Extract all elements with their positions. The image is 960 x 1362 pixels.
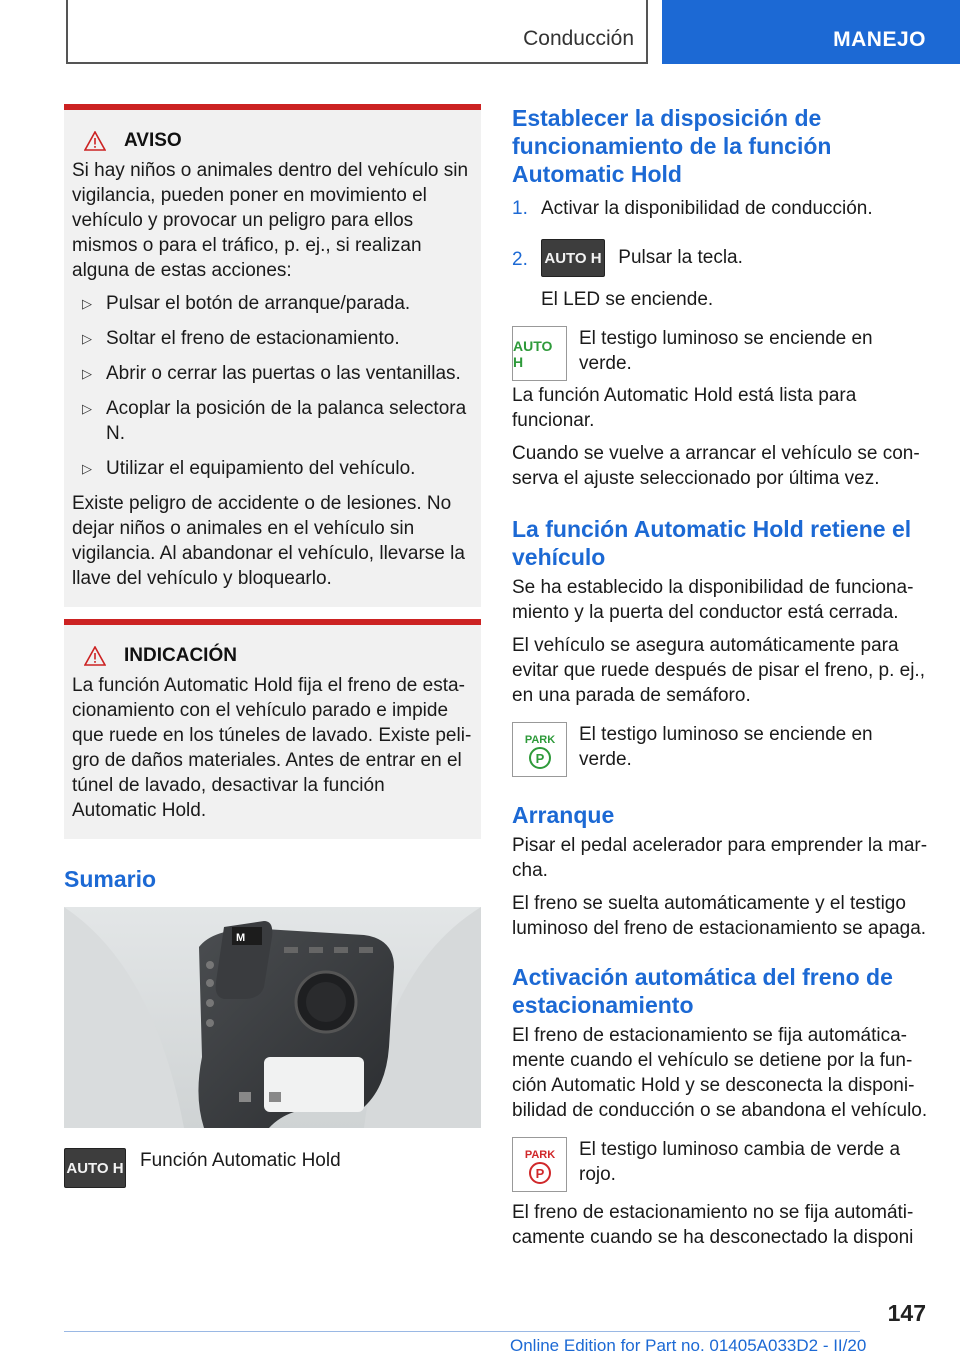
hold-heading: La función Automatic Hold retiene el vehículo (512, 516, 912, 570)
bullet-triangle-icon: ▷ (82, 296, 92, 311)
center-console-photo (64, 907, 481, 1128)
list-item: ▷ Abrir o cerrar las puertas o las ventanillas. (82, 363, 461, 384)
lamp-description: El testigo luminoso se enciende en verde. (579, 328, 873, 374)
establish-heading: Establecer la disposición de funcionamiento de la función Automatic Hold (512, 105, 832, 187)
bullet-triangle-icon: ▷ (82, 461, 92, 476)
auto-park-paragraph: El freno de estacionamiento se fija automáticamente cuando el vehículo se detiene por la función Automatic Hold y se desconecta la disponibilidad de conducción o se abandona el vehículo. (512, 1025, 928, 1121)
step-item: 1. Activar la disponibilidad de conducción. (512, 198, 873, 219)
auto-h-lamp-row (512, 326, 928, 381)
svg-text:PARK: PARK (524, 733, 555, 746)
warning-box-indicacion (64, 619, 481, 839)
chapter-title: MANEJO (833, 28, 926, 51)
step-number: 2. (512, 249, 528, 270)
footer-divider (64, 1331, 860, 1332)
lamp-description: El testigo luminoso se enciende en verde. (579, 724, 873, 770)
start-paragraph: Pisar el pedal acelerador para emprender la marcha. (512, 835, 928, 881)
warning-intro: Si hay niños o animales dentro del vehículo sin vigilancia, pueden poner en movimiento el vehículo y provocar un peligro para ellos mismos o para el tráfico, p. ej., si realizan alguna de estas acciones: (72, 160, 469, 281)
park-lamp-row (512, 722, 928, 777)
step-result: El LED se enciende. (541, 289, 714, 310)
start-paragraph: El freno se suelta automáticamente y el testigo luminoso del freno de estacionamiento se apaga. (512, 893, 927, 939)
summary-heading: Sumario (64, 866, 157, 892)
restart-text: Cuando se vuelve a arrancar el vehículo se conserva el ajuste seleccionado por última vez. (512, 443, 920, 489)
bullet-triangle-icon: ▷ (82, 401, 92, 416)
list-item: ▷ Acoplar la posición de la palanca selectora N. (82, 398, 467, 444)
lamp-description: El testigo luminoso cambia de verde a rojo. (579, 1139, 901, 1185)
warning-title: AVISO (124, 130, 182, 151)
warning-text: La función Automatic Hold fija el freno de estacionamiento con el vehículo parado e impide que ruede en los túneles de lavado. Existe peligro de daños materiales. Antes de entrar en el túnel de lavado, desactivar la función Automatic Hold. (72, 675, 472, 821)
auto-park-paragraph: El freno de estacionamiento no se fija automáticamente cuando se ha desconectado la disponi (512, 1202, 914, 1248)
bullet-triangle-icon: ▷ (82, 366, 92, 381)
left-column (64, 104, 481, 1188)
console-illustration (64, 907, 481, 1128)
auto-h-indicator-lamp-icon: AUTO H (512, 326, 567, 381)
establish-steps (512, 196, 928, 312)
right-column (512, 104, 928, 1250)
step-number: 1. (512, 198, 528, 219)
auto-park-heading: Activación automática del freno de estacionamiento (512, 964, 893, 1018)
list-item: ▷ Utilizar el equipamiento del vehículo. (82, 458, 416, 479)
section-title: Conducción (523, 27, 634, 50)
bullet-triangle-icon: ▷ (82, 331, 92, 346)
summary-caption: Función Automatic Hold (140, 1150, 341, 1171)
ready-text: La función Automatic Hold está lista para funcionar. (512, 385, 857, 431)
park-red-lamp-row (512, 1137, 928, 1192)
warning-header (72, 643, 473, 669)
park-green-indicator-icon (512, 722, 567, 777)
edition-text: Online Edition for Part no. 01405A033D2 - II/20 (510, 1336, 867, 1355)
warning-outro: Existe peligro de accidente o de lesiones. No dejar niños o animales en el vehículo sin vigilancia. Al abandonar el vehículo, llevarse la llave del vehículo y bloquearlo. (72, 493, 465, 589)
svg-text:P: P (535, 1165, 544, 1181)
summary-caption-row (64, 1148, 481, 1188)
header-section-tab (66, 0, 648, 64)
warning-list (72, 291, 473, 481)
warning-title: INDICACIÓN (124, 645, 237, 666)
auto-h-button-icon: AUTO H (541, 239, 605, 277)
warning-triangle-icon (84, 646, 106, 666)
list-item: ▷ Soltar el freno de estacionamiento. (82, 328, 400, 349)
park-red-indicator-icon (512, 1137, 567, 1192)
svg-text:M: M (236, 932, 246, 944)
warning-box-aviso (64, 104, 481, 607)
warning-triangle-icon (84, 131, 106, 151)
step-item: 2. AUTO H Pulsar la tecla. El LED se enciende. (512, 239, 928, 312)
hold-paragraph: El vehículo se asegura automáticamente para evitar que ruede después de pisar el freno, p. ej., en una parada de semáforo. (512, 635, 925, 706)
auto-h-button-icon: AUTO H (64, 1148, 126, 1188)
hold-paragraph: Se ha establecido la disponibilidad de funcionamiento y la puerta del conductor está cerrada. (512, 577, 914, 623)
list-item: ▷ Pulsar el botón de arranque/parada. (82, 293, 411, 314)
svg-text:P: P (535, 750, 544, 766)
start-heading: Arranque (512, 802, 615, 828)
svg-text:PARK: PARK (524, 1148, 555, 1161)
header-chapter-tab (662, 0, 960, 64)
warning-header (72, 128, 473, 154)
page-number: 147 (887, 1300, 926, 1326)
